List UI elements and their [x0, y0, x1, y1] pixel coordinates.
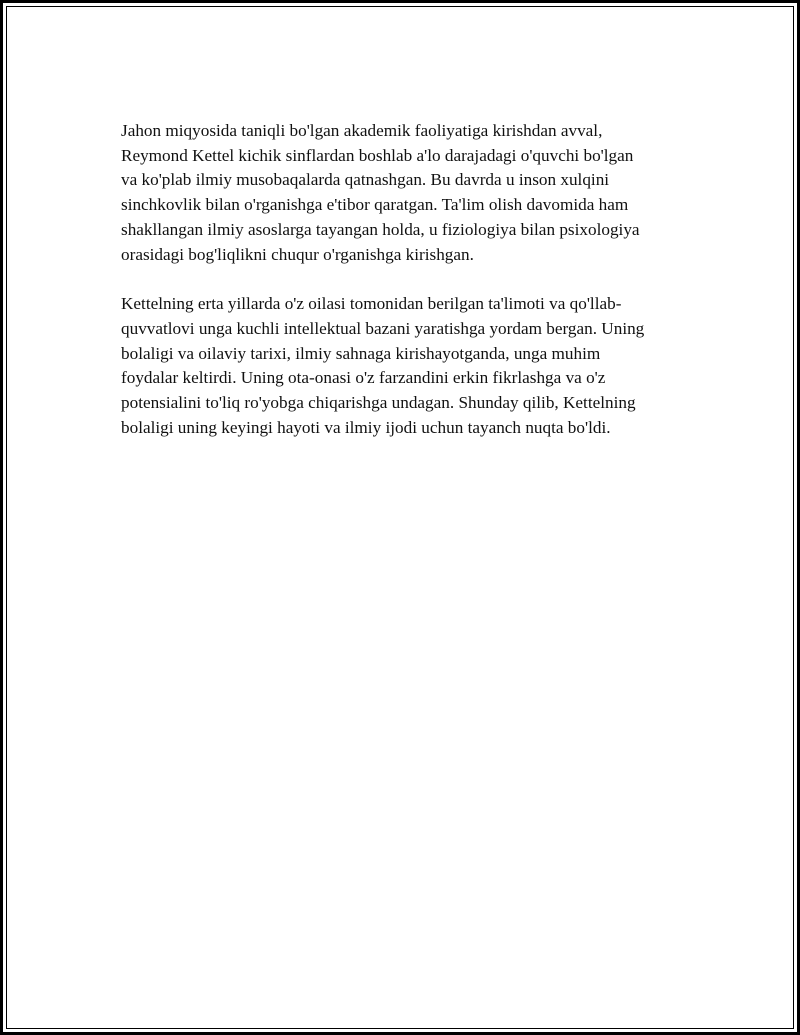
paragraph-line: orasidagi bog'liqlikni chuqur o'rganishga kirishgan.: [121, 244, 474, 264]
paragraph-2: [121, 292, 696, 440]
paragraph-line: potensialini to'liq ro'yobga chiqarishga undagan. Shunday qilib, Kettelning: [121, 393, 636, 413]
paragraph-line: shakllangan ilmiy asoslarga tayangan holda, u fiziologiya bilan psixologiya: [121, 219, 640, 239]
paragraph-line: va ko'plab ilmiy musobaqalarda qatnashgan. Bu davrda u inson xulqini: [121, 170, 610, 190]
paragraph-line: quvvatlovi unga kuchli intellektual bazani yaratishga yordam bergan. Uning: [121, 318, 645, 338]
paragraph-line: bolaligi va oilaviy tarixi, ilmiy sahnaga kirishayotganda, unga muhim: [121, 343, 601, 363]
paragraph-line: Kettelning erta yillarda o'z oilasi tomonidan berilgan ta'limoti va qo'llab-: [121, 294, 622, 314]
paragraph-1: [121, 119, 681, 267]
paragraph-line: bolaligi uning keyingi hayoti va ilmiy ijodi uchun tayanch nuqta bo'ldi.: [121, 417, 611, 437]
document-body: [121, 119, 696, 440]
paragraph-line: foydalar keltirdi. Uning ota-onasi o'z farzandini erkin fikrlashga va o'z: [121, 368, 606, 388]
paragraph-line: Jahon miqyosida taniqli bo'lgan akademik faoliyatiga kirishdan avval,: [121, 121, 603, 140]
paragraph-line: sinchkovlik bilan o'rganishga e'tibor qaratgan. Ta'lim olish davomida ham: [121, 195, 629, 215]
paragraph-line: Reymond Kettel kichik sinflardan boshlab a'lo darajadagi o'quvchi bo'lgan: [121, 145, 634, 165]
